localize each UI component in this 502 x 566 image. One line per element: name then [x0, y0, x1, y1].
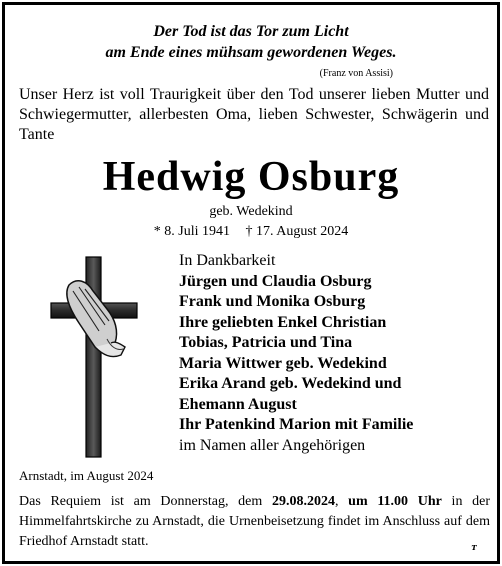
cross-with-praying-hands-icon	[49, 251, 139, 461]
requiem-time: um 11.00 Uhr	[348, 494, 442, 509]
motto-line-1: Der Tod ist das Tor zum Licht	[153, 23, 349, 40]
mourners-opening: In Dankbarkeit	[179, 252, 276, 269]
mourner-line: Jürgen und Claudia Osburg	[179, 272, 372, 290]
intro-text: Unser Herz ist voll Traurigkeit über den Tod unserer lieben Mutter und Schwiegermutter, allerbesten Oma, lieben Schwester, Schwägerin und Tante	[19, 86, 489, 143]
requiem-text-1: Das Requiem ist am Donnerstag, dem	[19, 494, 272, 509]
requiem-text-3: in der Himmelfahrtskirche zu Arnstadt, die Urnenbeisetzung findet im Anschluss auf dem Friedhof Arnstadt statt.	[19, 494, 491, 549]
requiem-text-2: ,	[334, 494, 349, 509]
motto-line-2: am Ende eines mühsam gewordenen Weges.	[105, 44, 397, 61]
requiem-notice	[19, 492, 490, 552]
obituary-notice	[2, 2, 500, 564]
mourner-line: Ehemann August	[179, 395, 297, 413]
life-dates	[5, 224, 497, 240]
mourner-line: Erika Arand geb. Wedekind und	[179, 375, 402, 392]
birth-date: * 8. Juli 1941	[153, 224, 231, 239]
mourner-line: Maria Wittwer geb. Wedekind	[179, 354, 387, 372]
death-date: † 17. August 2024	[245, 224, 349, 239]
mourner-line: Ihre geliebten Enkel Christian	[179, 313, 387, 331]
deceased-name: Hedwig Osburg	[102, 154, 400, 200]
mourner-line: Frank und Monika Osburg	[179, 293, 366, 310]
maiden-name: geb. Wedekind	[209, 204, 293, 219]
mourners-list	[179, 251, 413, 456]
mourner-line: Tobias, Patricia und Tina	[179, 334, 353, 351]
requiem-date: 29.08.2024	[271, 494, 335, 509]
mourner-line: Ihr Patenkind Marion mit Familie	[179, 416, 414, 433]
mourners-closing: im Namen aller Angehörigen	[179, 436, 366, 454]
place-date: Arnstadt, im August 2024	[19, 468, 154, 483]
motto-attribution: (Franz von Assisi)	[319, 68, 393, 79]
publisher-logo: ᴛ	[472, 541, 477, 553]
